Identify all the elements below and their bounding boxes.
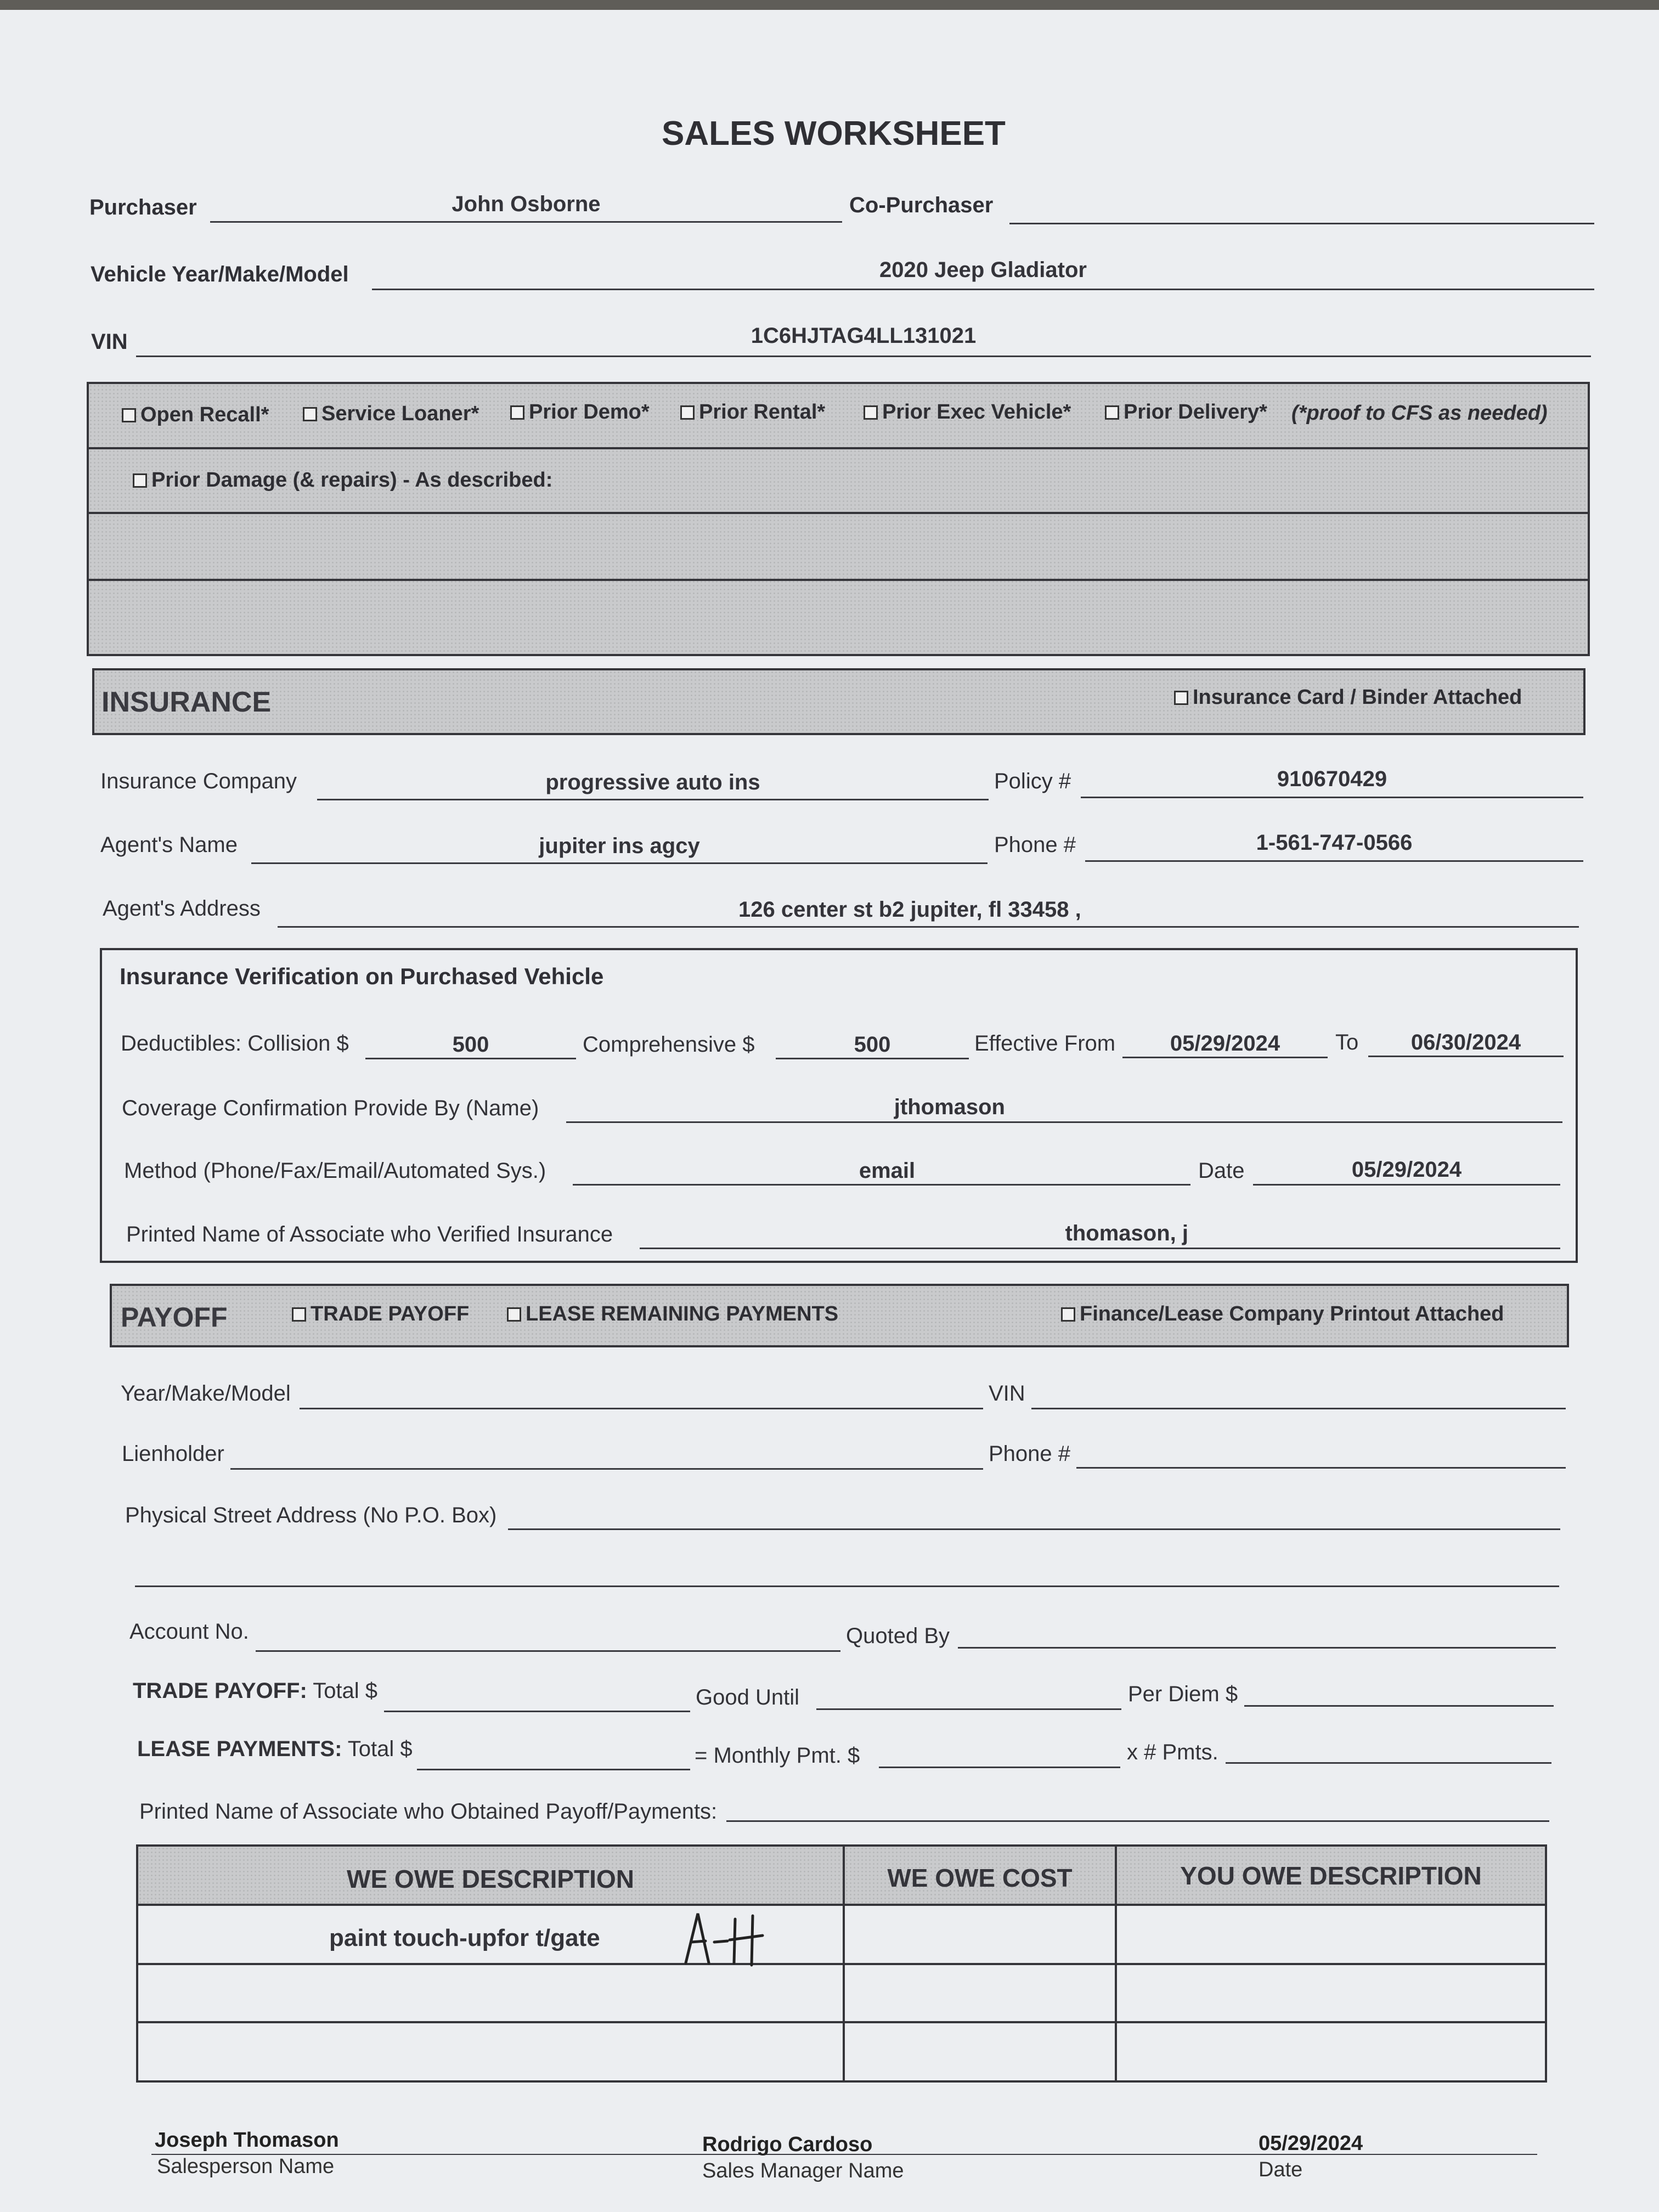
verified-by-line [640,1248,1560,1249]
verified-by-label: Printed Name of Associate who Verified Insurance [126,1222,613,1246]
checkbox-prior-delivery[interactable] [1105,400,1267,424]
lienholder-phone-label: Phone # [989,1442,1071,1466]
effective-from-line [1122,1057,1328,1058]
checkbox-icon [303,407,317,421]
verification-heading: Insurance Verification on Purchased Vehicle [120,963,604,989]
collision-field[interactable]: 500 [452,1032,489,1057]
confirmation-line [566,1121,1562,1123]
checkbox-label: LEASE REMAINING PAYMENTS [526,1302,839,1325]
total-label: Total $ [313,1679,378,1703]
policy-label: Policy # [994,769,1071,793]
payoff-vin-field[interactable] [1031,1408,1566,1409]
insurance-company-label: Insurance Company [100,769,297,793]
lienholder-phone-field[interactable] [1076,1467,1566,1469]
agent-phone-label: Phone # [994,833,1076,857]
checkbox-label: Prior Rental* [699,400,826,424]
policy-line [1081,797,1583,798]
page-title: SALES WORKSHEET [662,115,1006,153]
lease-payments-total-label [137,1737,413,1762]
comprehensive-line [776,1058,969,1059]
agent-address-line [278,926,1579,928]
checkbox-label: Open Recall* [140,403,269,426]
vin-label: VIN [91,330,128,354]
payoff-heading: PAYOFF [121,1302,228,1333]
method-label: Method (Phone/Fax/Email/Automated Sys.) [124,1159,546,1183]
trade-payoff-total-label [133,1679,377,1703]
monthly-payment-label: = Monthly Pmt. $ [695,1743,860,1768]
purchaser-line [210,221,842,223]
sales-manager-name-value[interactable]: Rodrigo Cardoso [702,2133,873,2156]
verified-by-field[interactable]: thomason, j [1065,1221,1188,1245]
checkbox-icon [292,1307,306,1322]
signature-date-value[interactable]: 05/29/2024 [1259,2132,1363,2155]
effective-from-field[interactable]: 05/29/2024 [1170,1031,1280,1056]
checkbox-label: Service Loaner* [321,402,479,425]
agent-phone-field[interactable]: 1-561-747-0566 [1256,831,1413,855]
total-label: Total $ [347,1737,413,1761]
you-owe-description-cell[interactable] [1117,1908,1545,1962]
vehicle-label: Vehicle Year/Make/Model [91,262,349,286]
sales-manager-name-label: Sales Manager Name [702,2159,904,2182]
to-field[interactable]: 06/30/2024 [1410,1030,1521,1054]
checkbox-printout-attached[interactable] [1061,1302,1504,1326]
we-owe-description-cell[interactable]: paint touch-upfor t/gate [329,1925,600,1951]
vehicle-line [372,289,1594,290]
street-address-label: Physical Street Address (No P.O. Box) [125,1503,497,1527]
lease-payments-label: LEASE PAYMENTS: [137,1737,342,1761]
to-line [1368,1056,1564,1057]
to-label: To [1335,1030,1359,1054]
checkbox-trade-payoff[interactable] [292,1302,469,1326]
checkbox-label: Prior Demo* [529,400,650,424]
good-until-label: Good Until [696,1685,799,1709]
obtained-by-field[interactable] [726,1820,1549,1822]
agent-phone-line [1085,860,1583,862]
lienholder-label: Lienholder [122,1442,224,1466]
copurchaser-line [1009,223,1594,224]
checkbox-prior-damage[interactable] [133,469,552,492]
table-row-divider [136,1963,1547,1965]
checkbox-icon [864,405,878,420]
checkbox-icon [1105,405,1119,420]
good-until-field[interactable] [816,1708,1121,1710]
vin-line [136,356,1591,357]
checkbox-label: TRADE PAYOFF [311,1302,470,1325]
checkbox-label: Prior Exec Vehicle* [882,400,1071,424]
checkbox-label: Prior Delivery* [1124,400,1267,424]
effective-from-label: Effective From [974,1031,1116,1056]
quoted-by-field[interactable] [958,1647,1556,1649]
table-row-divider [136,2021,1547,2023]
collision-line [365,1058,576,1059]
vehicle-field[interactable]: 2020 Jeep Gladiator [879,258,1087,282]
num-payments-label: x # Pmts. [1127,1740,1218,1764]
quoted-by-label: Quoted By [846,1624,950,1648]
agent-name-field[interactable]: jupiter ins agcy [539,834,700,858]
checkbox-prior-exec-vehicle[interactable] [864,400,1071,424]
monthly-payment-field[interactable] [879,1767,1120,1768]
we-owe-cost-header: WE OWE COST [887,1864,1073,1892]
salesperson-name-label: Salesperson Name [157,2155,335,2178]
checkbox-icon [122,408,136,422]
per-diem-label: Per Diem $ [1128,1682,1238,1706]
payoff-ymm-field[interactable] [300,1408,983,1409]
comprehensive-field[interactable]: 500 [854,1032,891,1057]
checkbox-insurance-card[interactable] [1174,686,1522,709]
checkbox-service-loaner[interactable] [303,402,479,426]
checkbox-icon [1061,1307,1075,1322]
checkbox-label: Prior Damage (& repairs) - As described: [151,469,553,492]
table-row-divider [136,1904,1547,1906]
confirmation-field[interactable]: jthomason [894,1095,1005,1119]
confirmation-label: Coverage Confirmation Provide By (Name) [122,1096,539,1120]
signature-date-label: Date [1259,2158,1303,2181]
policy-field[interactable]: 910670429 [1277,767,1387,791]
agent-address-label: Agent's Address [103,896,261,921]
purchaser-field[interactable]: John Osborne [452,192,601,216]
collision-label: Deductibles: Collision $ [121,1031,349,1056]
insurance-heading: INSURANCE [101,686,272,718]
verification-date-label: Date [1198,1159,1245,1183]
payoff-vin-label: VIN [989,1381,1025,1406]
insurance-company-field[interactable]: progressive auto ins [545,770,760,794]
status-divider [87,512,1590,514]
verification-date-line [1253,1184,1560,1186]
method-field[interactable]: email [859,1159,916,1183]
agent-address-field[interactable]: 126 center st b2 jupiter, fl 33458 , [738,898,1081,922]
handwritten-initials [680,1908,768,1968]
vin-field[interactable]: 1C6HJTAG4LL131021 [751,324,977,348]
proof-note: (*proof to CFS as needed) [1291,402,1548,425]
checkbox-icon [507,1307,521,1322]
status-divider [87,579,1590,581]
checkbox-icon [680,405,695,420]
checkbox-label: Insurance Card / Binder Attached [1193,686,1522,709]
salesperson-name-value[interactable]: Joseph Thomason [155,2129,339,2152]
checkbox-prior-rental[interactable] [680,400,825,424]
status-divider [87,447,1590,449]
checkbox-prior-demo[interactable] [510,400,650,424]
per-diem-field[interactable] [1244,1705,1554,1707]
copurchaser-label: Co-Purchaser [849,193,994,217]
obtained-by-label: Printed Name of Associate who Obtained Payoff/Payments: [139,1799,718,1824]
street-address-field[interactable] [508,1528,1560,1530]
we-owe-cost-cell[interactable] [845,1908,1114,1962]
checkbox-lease-remaining[interactable] [507,1302,838,1326]
insurance-company-line [317,799,989,800]
checkbox-label: Finance/Lease Company Printout Attached [1080,1302,1504,1325]
account-no-field[interactable] [256,1650,840,1652]
verification-date-field[interactable]: 05/29/2024 [1351,1158,1462,1182]
street-address-field-2[interactable] [135,1585,1559,1587]
purchaser-label: Purchaser [89,195,197,219]
comprehensive-label: Comprehensive $ [583,1032,755,1057]
lienholder-field[interactable] [230,1468,983,1470]
you-owe-description-header: YOU OWE DESCRIPTION [1180,1861,1482,1890]
trade-payoff-label: TRADE PAYOFF: [133,1679,307,1703]
trade-payoff-total-field[interactable] [384,1711,690,1712]
checkbox-icon [133,473,147,488]
we-owe-description-header: WE OWE DESCRIPTION [347,1865,634,1893]
checkbox-icon [510,405,524,420]
method-line [573,1184,1190,1186]
agent-name-label: Agent's Name [100,833,238,857]
worksheet-page [0,10,1659,2212]
payoff-ymm-label: Year/Make/Model [121,1381,291,1406]
checkbox-open-recall[interactable] [122,403,269,427]
checkbox-icon [1174,691,1188,705]
account-no-label: Account No. [129,1620,249,1644]
num-payments-field[interactable] [1226,1762,1551,1764]
agent-name-line [251,862,988,864]
lease-payments-total-field[interactable] [417,1769,690,1770]
